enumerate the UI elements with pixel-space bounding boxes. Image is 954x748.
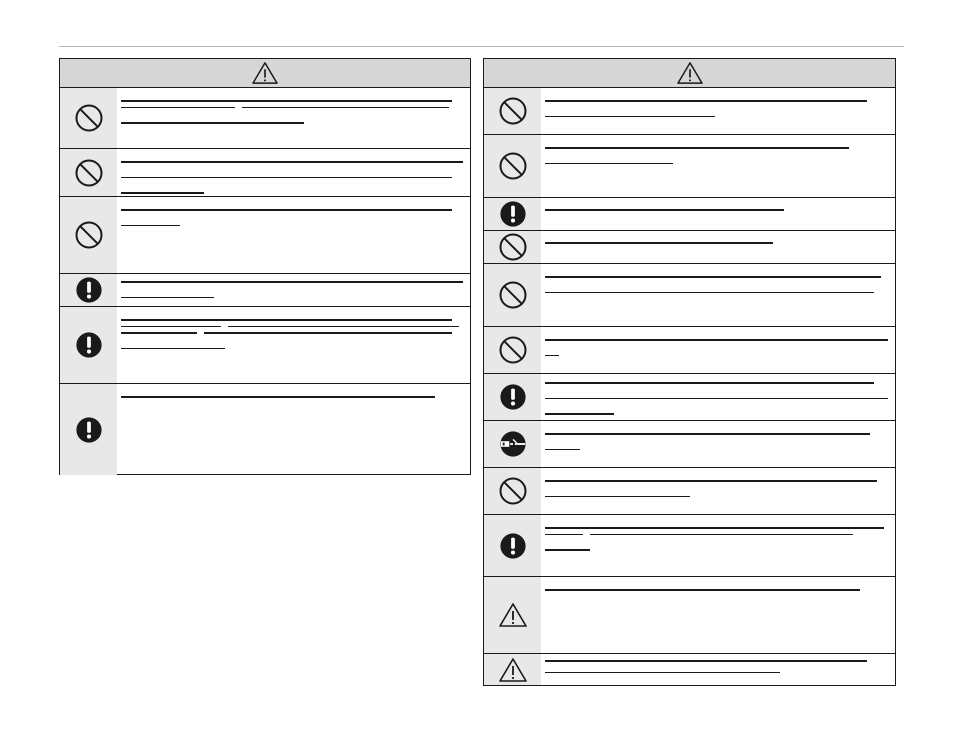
warning-row <box>60 149 470 197</box>
icon-cell <box>60 307 117 383</box>
mandatory-action-icon <box>499 200 527 228</box>
icon-cell <box>484 654 541 685</box>
mandatory-action-icon <box>499 383 527 411</box>
warning-row <box>60 274 470 307</box>
warning-row <box>60 88 470 149</box>
prohibition-icon <box>498 476 528 506</box>
icon-cell <box>60 197 117 273</box>
row-text <box>541 468 895 514</box>
row-text <box>117 307 470 383</box>
mandatory-action-icon <box>75 276 103 304</box>
icon-cell <box>484 264 541 326</box>
warning-row <box>484 231 895 264</box>
prohibition-icon <box>498 96 528 126</box>
row-text <box>541 327 895 373</box>
prohibition-icon <box>74 220 104 250</box>
warning-row <box>484 515 895 577</box>
icon-cell <box>60 88 117 148</box>
row-text <box>541 198 895 230</box>
warning-row <box>60 197 470 274</box>
warning-row <box>484 577 895 654</box>
prohibition-icon <box>498 151 528 181</box>
unplug-icon <box>499 430 527 458</box>
warning-row <box>484 88 895 135</box>
warning-table-header <box>484 59 895 88</box>
row-text <box>541 374 895 420</box>
row-text <box>117 149 470 196</box>
icon-cell <box>484 515 541 576</box>
warning-row <box>484 421 895 468</box>
prohibition-icon <box>498 335 528 365</box>
row-text <box>541 654 895 685</box>
prohibition-icon <box>498 280 528 310</box>
icon-cell <box>484 135 541 197</box>
icon-cell <box>484 577 541 653</box>
prohibition-icon <box>74 103 104 133</box>
mandatory-action-icon <box>75 416 103 444</box>
icon-cell <box>60 274 117 306</box>
warning-triangle-icon <box>676 61 704 85</box>
icon-cell <box>484 468 541 514</box>
warning-row <box>60 307 470 384</box>
row-text <box>541 421 895 467</box>
warning-table-header <box>60 59 470 88</box>
icon-cell <box>484 198 541 230</box>
icon-cell <box>60 384 117 475</box>
top-rule <box>59 46 904 47</box>
row-text <box>117 88 470 148</box>
row-text <box>541 88 895 134</box>
caution-triangle-icon <box>498 657 528 683</box>
warning-row <box>60 384 470 475</box>
row-text <box>541 515 895 576</box>
icon-cell <box>484 231 541 263</box>
prohibition-icon <box>498 232 528 262</box>
row-text <box>541 231 895 263</box>
warning-row <box>484 198 895 231</box>
row-text <box>541 135 895 197</box>
icon-cell <box>60 149 117 196</box>
prohibition-icon <box>74 158 104 188</box>
warning-row <box>484 264 895 327</box>
warning-row <box>484 468 895 515</box>
warning-row <box>484 135 895 198</box>
row-text <box>541 264 895 326</box>
icon-cell <box>484 374 541 420</box>
warning-table-left <box>59 58 471 475</box>
icon-cell <box>484 88 541 134</box>
mandatory-action-icon <box>75 331 103 359</box>
warning-row <box>484 374 895 421</box>
row-text <box>117 197 470 273</box>
mandatory-action-icon <box>499 532 527 560</box>
row-text <box>117 274 470 306</box>
icon-cell <box>484 327 541 373</box>
row-text <box>541 577 895 653</box>
warning-triangle-icon <box>251 61 279 85</box>
warning-table-right <box>483 58 896 686</box>
warning-row <box>484 327 895 374</box>
caution-triangle-icon <box>498 602 528 628</box>
row-text <box>117 384 470 475</box>
icon-cell <box>484 421 541 467</box>
warning-row <box>484 654 895 685</box>
